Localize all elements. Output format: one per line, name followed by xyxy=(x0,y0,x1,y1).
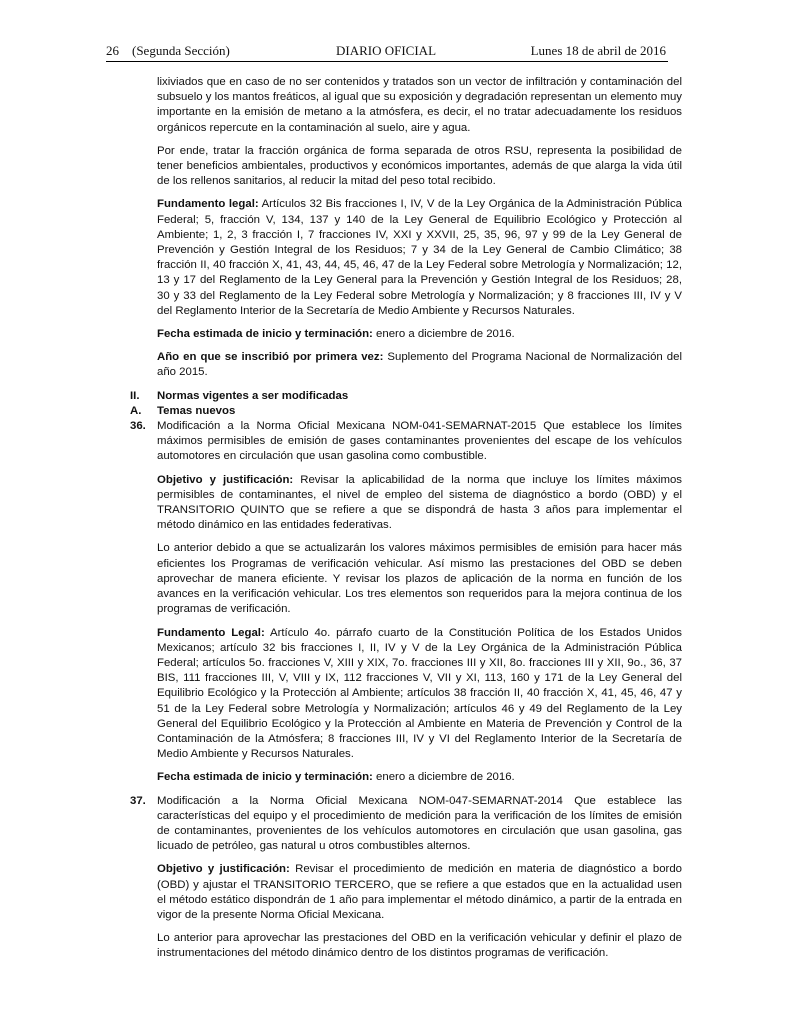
paragraph: Lo anterior para aprovechar las prestaciones del OBD en la verificación vehicular y definir el plazo de instrumentaciones del método dinámico dentro de los distintos programas de verificación. xyxy=(157,932,682,960)
label-fecha: Fecha estimada de inicio y terminación: xyxy=(157,328,373,341)
paragraph-fecha xyxy=(157,327,682,342)
paragraph: Por ende, tratar la fracción orgánica de forma separada de otros RSU, representa la posibilidad de tener beneficios ambientales, productivos y económicos importantes, además de que alarga la vida útil de los rellenos sanitarios, al reducir la mitad del peso total recibido. xyxy=(157,144,682,188)
section-number: II. xyxy=(130,389,140,402)
item-title: Modificación a la Norma Oficial Mexicana NOM-047-SEMARNAT-2014 Que establece las características del equipo y el procedimiento de medición para la verificación de los límites de emisión de contaminantes, provenientes de los vehículos automotores en circulación que usan gasolina, gas licuado de petróleo, gas natural u otros combustibles alternos. xyxy=(157,794,682,853)
section-label: (Segunda Sección) xyxy=(132,43,230,58)
label-fecha: Fecha estimada de inicio y terminación: xyxy=(157,771,373,784)
item-number: 36. xyxy=(130,420,146,433)
section-number: A. xyxy=(130,404,142,417)
paragraph-objetivo xyxy=(157,862,682,923)
paragraph-fundamento xyxy=(157,197,682,319)
item-title: Modificación a la Norma Oficial Mexicana NOM-041-SEMARNAT-2015 Que establece los límites máximos permisibles de emisión de gases contaminantes provenientes del escape de los vehículos automotores en circulación que usan gasolina como combustible. xyxy=(157,420,682,463)
label-ano: Año en que se inscribió por primera vez: xyxy=(157,351,384,364)
section-title: Normas vigentes a ser modificadas xyxy=(157,389,349,402)
text-fecha: enero a diciembre de 2016. xyxy=(372,771,515,784)
paragraph: Lo anterior debido a que se actualizarán los valores máximos permisibles de emisión para hacer más eficientes los Programas de verificación vehicular. Así mismo las prestaciones del OBD se deben aprovechar de manera eficiente. Y revisar los plazos de aplicación de la norma en función de los avances en la verificación vehicular. Los tres elementos son requeridos para la mejora continua de los programas de verificación. xyxy=(157,542,682,616)
paragraph-fecha xyxy=(157,770,682,785)
page-number: 26 xyxy=(106,43,119,58)
text-ano: Suplemento del Programa Nacional de Normalización del año 2015. xyxy=(157,351,682,379)
label-objetivo: Objetivo y justificación: xyxy=(157,473,294,486)
text-fecha: enero a diciembre de 2016. xyxy=(372,328,515,341)
publication-title: DIARIO OFICIAL xyxy=(335,43,437,58)
text-objetivo: Revisar el procedimiento de medición en materia de diagnóstico a bordo (OBD) y ajustar el TRANSITORIO TERCERO, que se refiere a que estados que en la actualidad usen el método estático dispondrán de 1 año para implementar el método dinámico, a partir de la entrada en vigor de la presente Norma Oficial Mexicana. xyxy=(157,863,682,921)
text-fundamento: Artículo 4o. párrafo cuarto de la Constitución Política de los Estados Unidos Mexicanos; artículo 32 bis fracciones I, II, IV y V de la Ley Orgánica de la Administración Pública Federal; artículos 5o. fracciones V, XIII y XIX, 7o. fracciones III y XII, 8o. fracciones III y XII, 9o., 36, 37 BIS, 111 fracciones III, V, VIII y IX, 112 fracciones V, VII y XI, 113, 160 y 171 de la Ley General del Equilibrio Ecológico y la Protección al Ambiente; artículos 38 fracción II, 40 fracción X, 41, 45, 46, 47 y 51 de la Ley Federal sobre Metrología y Normalización; artículos 46 y 49 del Reglamento de la Ley General del Equilibrio Ecológico y la Protección al Ambiente en Materia de Prevención y Control de la Contaminación de la Atmósfera; 8 fracciones III, IV y VI del Reglamento Interior de la Secretaría de Medio Ambiente y Recursos Naturales. xyxy=(157,626,683,761)
header-divider xyxy=(106,61,668,62)
item-36 xyxy=(130,419,682,465)
section-title: Temas nuevos xyxy=(157,404,236,417)
text-fundamento: Artículos 32 Bis fracciones I, IV, V de la Ley Orgánica de la Administración Pública Federal; 5, fracción V, 134, 137 y 140 de la Ley General de Equilibrio Ecológico y Protección al Ambiente; 1, 2, 3 fracción I, 7 fracciones IV, XXI y XXVII, 25, 35, 96, 97 y 99 de la Ley General de Prevención y Gestión Integral de los Residuos; 7 y 34 de la Ley General de Cambio Climático; 38 fracción II, 40 fracción X, 41, 43, 44, 45, 46, 47 de la Ley Federal sobre Metrología y Normalización; 12, 13 y 17 del Reglamento de la Ley General para la Prevención y Gestión Integral de los Residuos; 28, 30 y 33 del Reglamento de la Ley Federal sobre Metrología y Normalización; y 8 fracciones III, IV y V del Reglamento Interior de la Secretaría de Medio Ambiente y Recursos Naturales. xyxy=(157,198,682,317)
label-fundamento: Fundamento legal: xyxy=(157,198,259,211)
page-header xyxy=(106,43,666,59)
paragraph-ano xyxy=(157,350,682,380)
item-37 xyxy=(130,794,682,855)
paragraph: lixiviados que en caso de no ser contenidos y tratados son un vector de infiltración y contaminación del subsuelo y los mantos freáticos, al igual que su exposición y degradación representan un elemento muy importante en la emisión de metano a la atmósfera, es decir, el no tratar adecuadamente los residuos orgánicos repercute en la contaminación al suelo, aire y agua. xyxy=(157,76,682,134)
paragraph-fundamento xyxy=(157,626,682,763)
item-number: 37. xyxy=(130,794,146,807)
section-heading-ii xyxy=(130,389,682,404)
paragraph-objetivo xyxy=(157,473,682,534)
section-heading-a xyxy=(130,404,682,419)
label-objetivo: Objetivo y justificación: xyxy=(157,863,290,876)
document-body xyxy=(130,75,683,970)
publication-date: Lunes 18 de abril de 2016 xyxy=(530,43,666,58)
text-objetivo: Revisar la aplicabilidad de la norma que incluye los límites máximos permisibles de contaminantes, el nivel de empleo del sistema de diagnóstico a bordo (OBD) y el TRANSITORIO QUINTO que se refiere a que se dispondrá de hasta 3 años para implementar el método dinámico en las entidades federativas. xyxy=(157,473,683,532)
label-fundamento: Fundamento Legal: xyxy=(157,626,265,639)
